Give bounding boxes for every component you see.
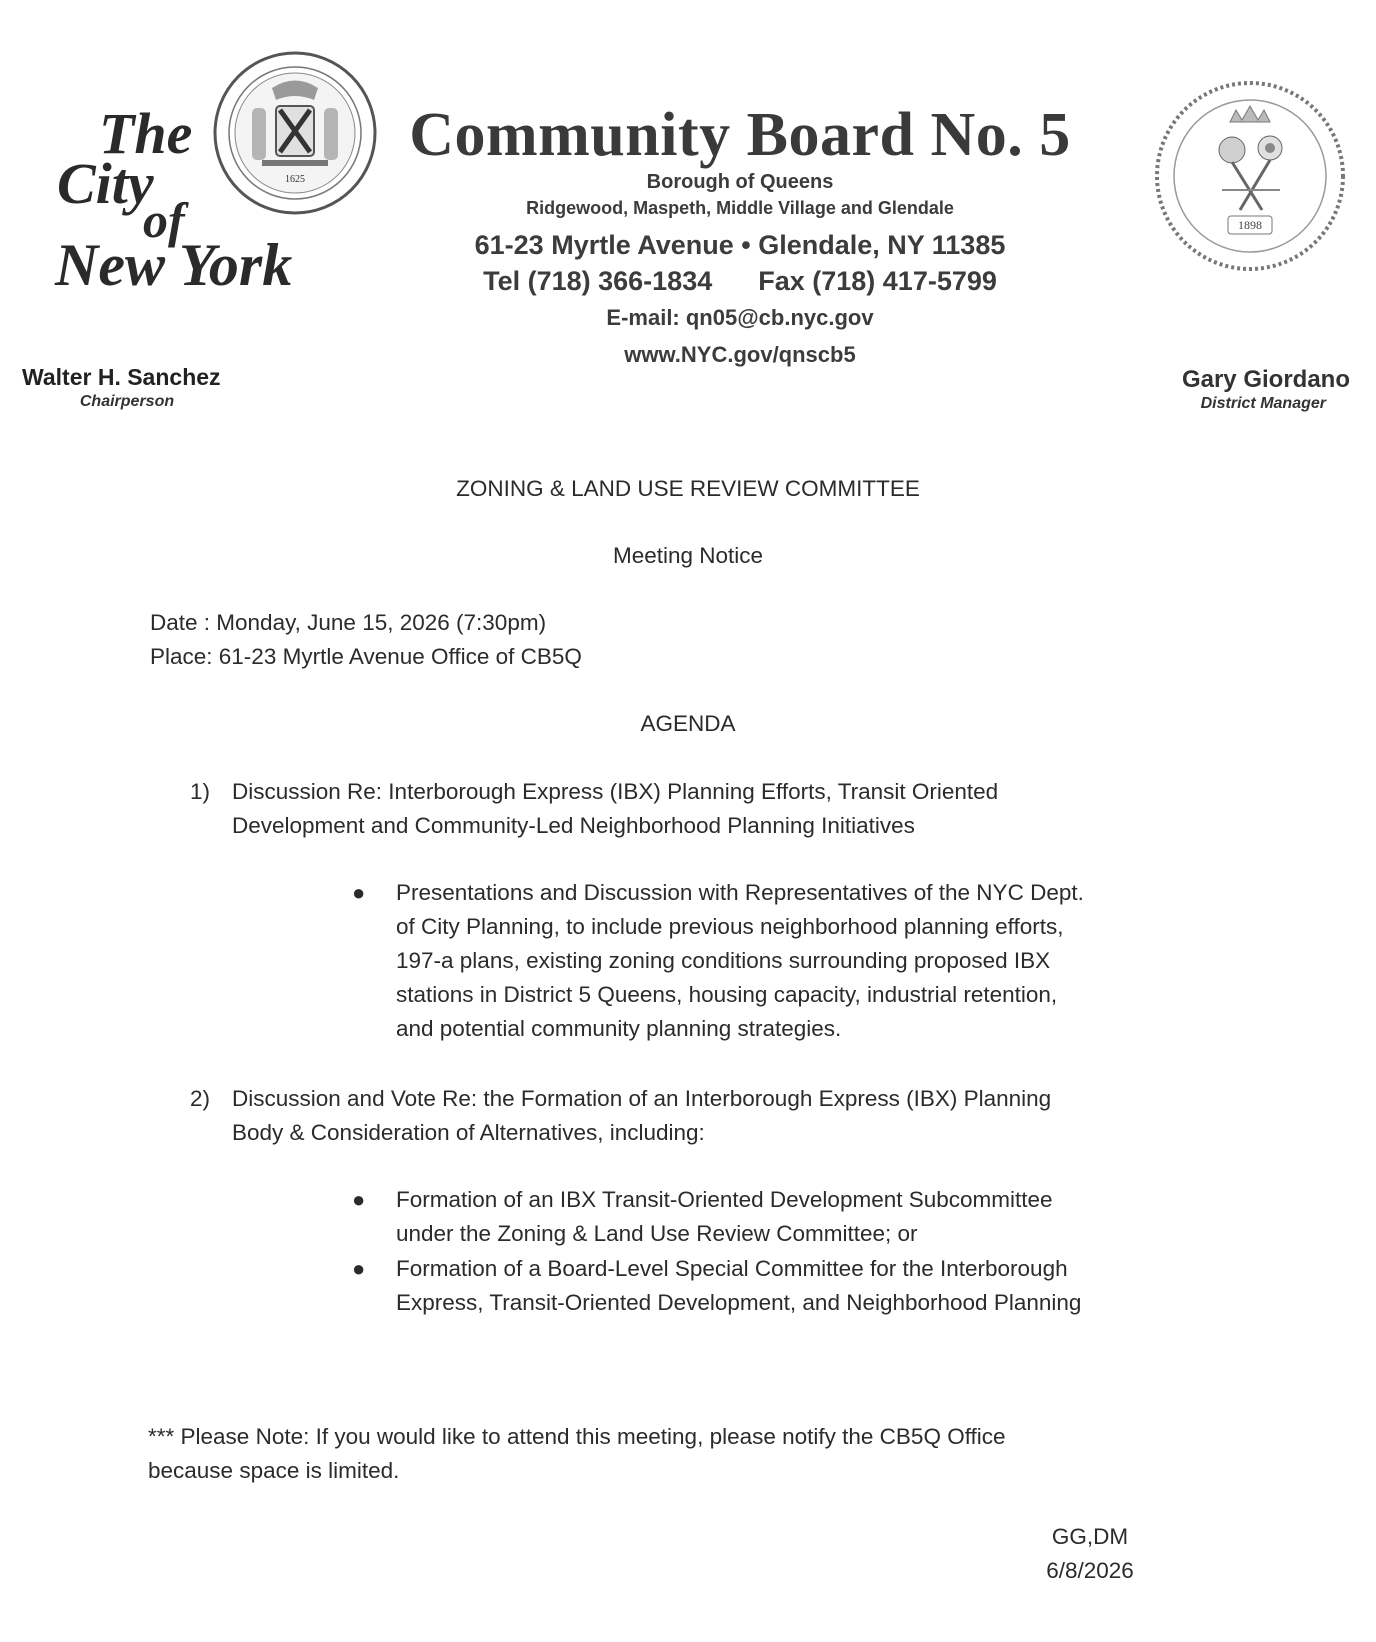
bullet-text: and potential community planning strategies. [396,1016,842,1041]
borough-of-queens-seal-icon [1152,78,1348,274]
logo-word-city: City [57,151,154,216]
agenda-item-text: Discussion Re: Interborough Express (IBX) Planning Efforts, Transit Oriented [232,779,999,804]
phone-line [370,266,1110,297]
city-seal-year: 1625 [285,174,305,185]
bullet-icon: ● [352,880,366,905]
meeting-date: Date : Monday, June 15, 2026 (7:30pm) [150,610,547,635]
city-seal-icon [210,48,380,218]
chairperson-title: Chairperson [79,393,175,410]
bullet-text: 197-a plans, existing zoning conditions surrounding proposed IBX [396,948,1051,973]
logo-word-new-york: New York [55,232,293,298]
bullet-text: under the Zoning & Land Use Review Committee; or [396,1221,918,1246]
bullet-text: of City Planning, to include previous neighborhood planning efforts, [396,914,1064,939]
office-address: 61-23 Myrtle Avenue • Glendale, NY 11385 [474,230,1006,260]
committee-heading: ZONING & LAND USE REVIEW COMMITTEE [456,476,920,501]
email-address: E-mail: qn05@cb.nyc.gov [606,305,874,330]
agenda-item-number: 2) [190,1086,211,1111]
queens-seal-year: 1898 [1238,218,1262,232]
meeting-notice-heading: Meeting Notice [612,543,764,568]
website-url: www.NYC.gov/qnscb5 [624,342,856,367]
bullet-icon: ● [352,1187,366,1212]
borough-line: Borough of Queens [646,171,834,193]
chairperson-name: Walter H. Sanchez [22,364,221,390]
bullet-text: Express, Transit-Oriented Development, and Neighborhood Planning [396,1290,1082,1315]
agenda-heading: AGENDA [640,711,736,736]
agenda-item-number: 1) [190,779,211,804]
bullet-text: Formation of a Board-Level Special Committee for the Interborough [396,1256,1068,1281]
attendance-note: *** Please Note: If you would like to attend this meeting, please notify the CB5Q Office [148,1424,1006,1449]
meeting-place: Place: 61-23 Myrtle Avenue Office of CB5Q [150,644,582,669]
agenda-item-text: Development and Community-Led Neighborhood Planning Initiatives [232,813,915,838]
agenda-item-text: Discussion and Vote Re: the Formation of an Interborough Express (IBX) Planning [232,1086,1052,1111]
telephone-number: Tel (718) 366-1834 [483,266,713,296]
logo-word-of: of [143,192,185,248]
bullet-text: Formation of an IBX Transit-Oriented Development Subcommittee [396,1187,1053,1212]
logo-word-the: The [99,101,193,166]
district-manager-name: Gary Giordano [1181,366,1350,393]
attendance-note-continued: because space is limited. [148,1458,400,1483]
bullet-text: Presentations and Discussion with Representatives of the NYC Dept. [396,880,1084,905]
neighborhoods-line: Ridgewood, Maspeth, Middle Village and Glendale [526,198,954,218]
agenda-item-text: Body & Consideration of Alternatives, including: [232,1120,705,1145]
bullet-text: stations in District 5 Queens, housing capacity, industrial retention, [396,982,1058,1007]
signature-initials: GG,DM [1051,1524,1129,1549]
board-title: Community Board No. 5 [409,101,1071,169]
district-manager-title: District Manager [1200,395,1326,412]
fax-number: Fax (718) 417-5799 [758,266,997,296]
bullet-icon: ● [352,1256,366,1281]
signature-date: 6/8/2026 [1046,1558,1134,1583]
